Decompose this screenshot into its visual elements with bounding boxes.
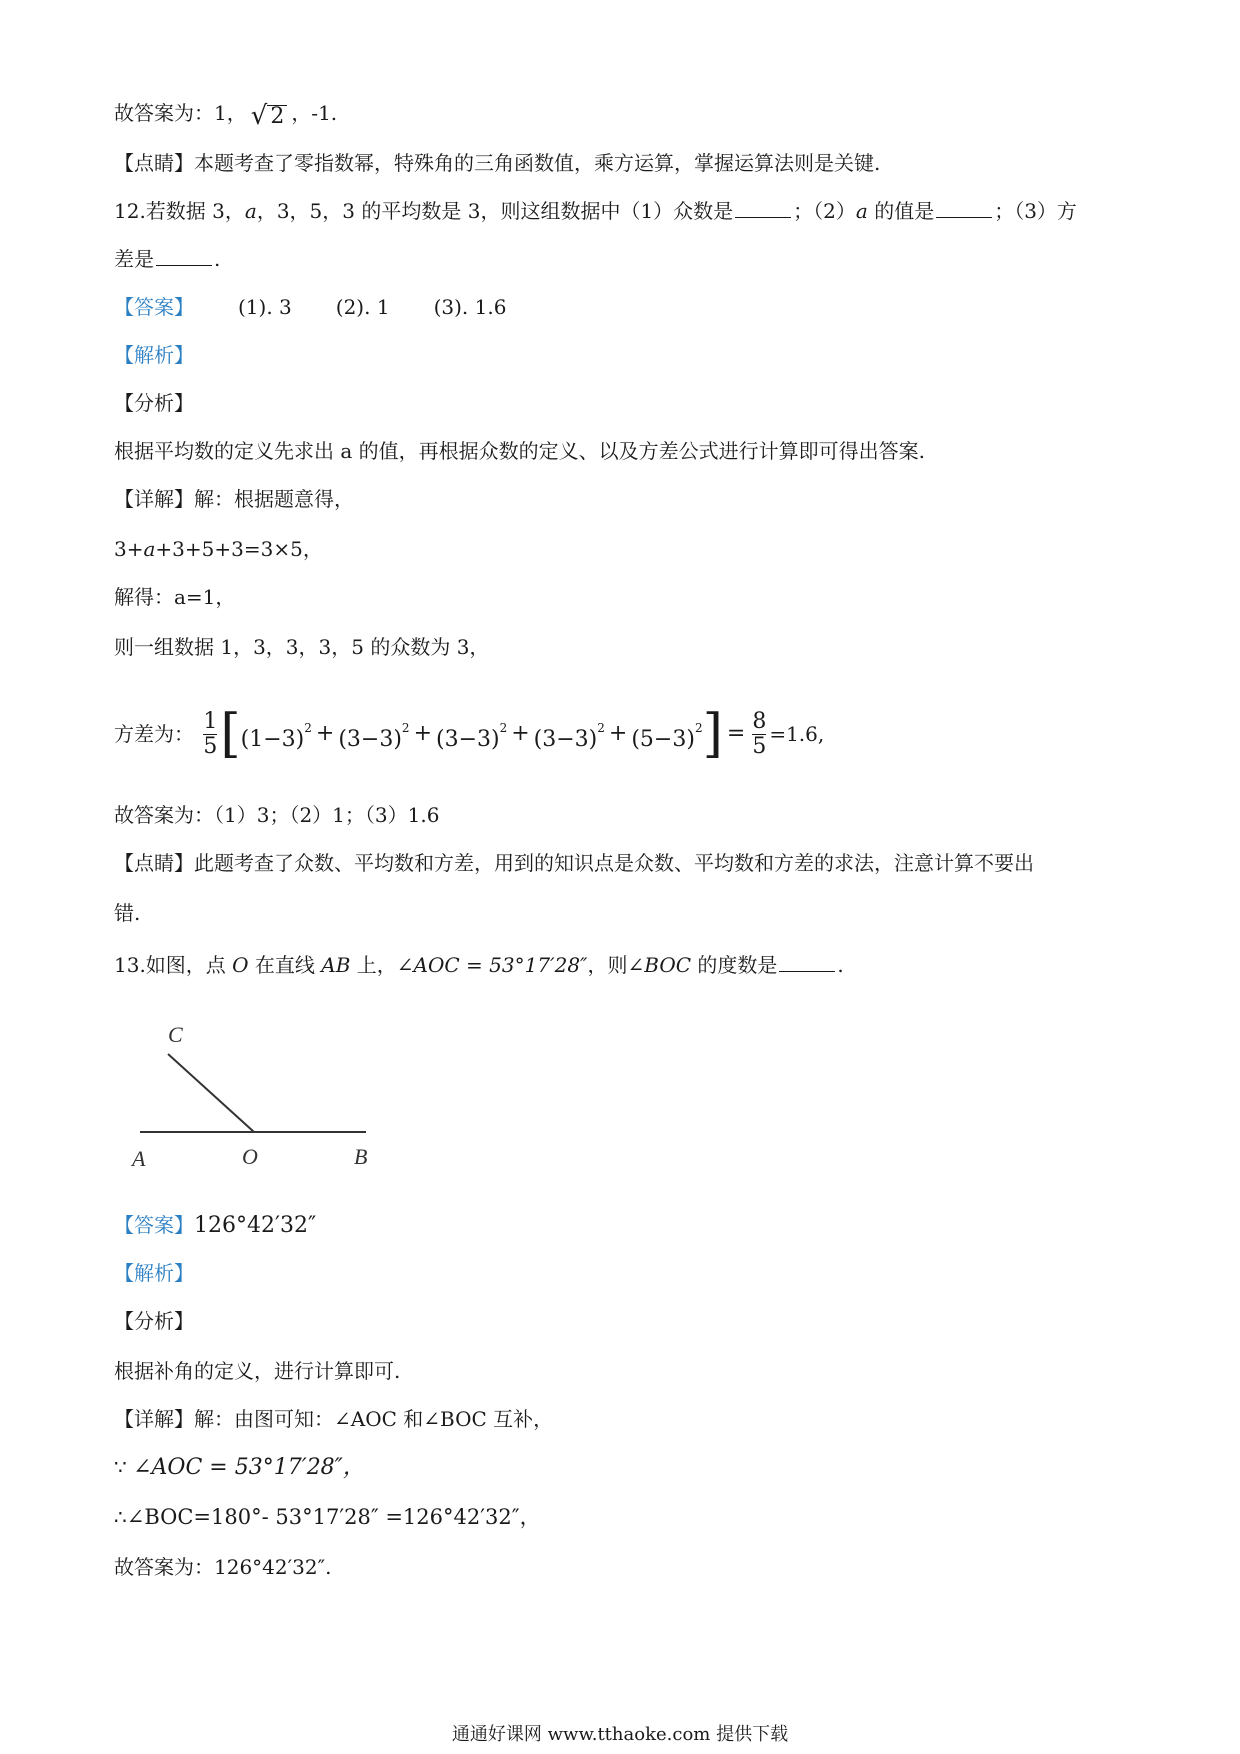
q12-stem-line1 — [114, 196, 1077, 226]
q13-stem-c: 上， — [350, 953, 397, 977]
q13-stem-d: ，则 — [587, 953, 628, 977]
power: 2 — [499, 721, 508, 735]
prev-answer-line — [114, 98, 338, 131]
because-symbol: ∵ — [114, 1455, 127, 1479]
term-2: (3−3) — [338, 727, 402, 752]
q13-parse-label: 【解析】 — [114, 1261, 194, 1285]
q13-because — [114, 1452, 365, 1483]
q12-answer-2: (2). 1 — [335, 295, 390, 319]
q12-detail: 【详解】解：根据题意得， — [114, 487, 354, 511]
q12-blank-2 — [936, 199, 992, 218]
q12-eq1-a: 3+ — [114, 537, 144, 561]
q12-var-a: a — [244, 199, 257, 223]
variance-term — [534, 692, 605, 776]
q12-analysis-label: 【分析】 — [114, 391, 194, 415]
term-4: (3−3) — [533, 727, 598, 752]
prev-answer-prefix: 故答案为：1， — [114, 101, 247, 125]
q13-stem-e: 的度数是 — [691, 953, 778, 977]
term-3: (3−3) — [436, 727, 500, 752]
sqrt-expression: √ 2 — [251, 104, 288, 128]
variance-term — [241, 692, 312, 776]
ray-oc — [168, 1054, 254, 1132]
q13-therefore-text: ∠BOC=180°- 53°17′28″ =126°42′32″， — [126, 1505, 541, 1529]
q12-stem-f: 差是 — [114, 247, 154, 271]
q13-stem-f: . — [837, 953, 844, 977]
q13-point-o: O — [232, 953, 249, 977]
q13-angle-boc: ∠BOC — [627, 953, 692, 977]
q13-stem-b: 在直线 — [248, 953, 322, 977]
label-a: A — [132, 1146, 146, 1171]
frac2-num: 8 — [752, 708, 767, 734]
q12-mode: 则一组数据 1，3，3，3，5 的众数为 3， — [114, 635, 490, 659]
prev-answer-suffix: ，-1. — [291, 101, 338, 125]
frac1-den: 5 — [203, 733, 218, 759]
q12-stem-c: ；（2） — [793, 199, 856, 223]
q13-detail: 【详解】解：由图可知：∠AOC 和∠BOC 互补， — [114, 1407, 554, 1431]
q12-blank-1 — [735, 199, 791, 218]
label-o: O — [242, 1144, 258, 1169]
fraction-one-fifth — [203, 710, 217, 759]
q13-answer-line — [114, 1210, 316, 1241]
q13-stem-a: 13.如图，点 — [114, 953, 233, 977]
therefore-symbol: ∴ — [114, 1505, 127, 1529]
power: 2 — [304, 721, 312, 735]
q12-answer-3: (3). 1.6 — [433, 295, 507, 319]
q13-final: 故答案为：126°42′32″. — [114, 1555, 332, 1579]
frac1-num: 1 — [203, 708, 218, 734]
q12-final: 故答案为：（1）3；（2）1；（3）1.6 — [114, 803, 440, 827]
q13-because-text: ∠AOC = 53°17′28″， — [133, 1455, 365, 1480]
q12-variance-formula: 方差为： $\frac{1}{5}$ $[(1-3)^2 + (3-3)^2 + (3-3)^2 + (3-3)^2 + (5-3)^2]$ = $\frac{8}{5}$ =1.6, — [114, 692, 824, 776]
q12-answer-line — [114, 292, 506, 322]
q13-analysis: 根据补角的定义，进行计算即可. — [114, 1359, 401, 1383]
power: 2 — [694, 721, 703, 735]
variance-term — [338, 692, 409, 776]
q12-comment-1: 【点睛】此题考查了众数、平均数和方差，用到的知识点是众数、平均数和方差的求法，注意计算不要出 — [114, 851, 1034, 875]
q12-equation-1 — [114, 534, 323, 564]
q12-analysis: 根据平均数的定义先求出 a 的值，再根据众数的定义、以及方差公式进行计算即可得出答案. — [114, 439, 925, 463]
variance-term — [436, 692, 507, 776]
variance-result: =1.6, — [769, 722, 825, 746]
q12-answer-1: (1). 3 — [238, 295, 292, 319]
q12-var-a2: a — [855, 199, 868, 223]
q12-stem-a: 12.若数据 3， — [114, 199, 245, 223]
q13-analysis-label: 【分析】 — [114, 1309, 194, 1333]
q13-angle-aoc: ∠AOC = 53°17′28″ — [396, 953, 588, 977]
variance-term — [631, 692, 702, 776]
q13-answer-label: 【答案】 — [114, 1213, 194, 1237]
term-1: (1−3) — [240, 727, 305, 752]
q12-comment-2: 错. — [114, 901, 141, 925]
angle-figure — [130, 1018, 390, 1178]
q12-stem-e: ；（3）方 — [994, 199, 1077, 223]
power: 2 — [401, 721, 410, 735]
prev-comment: 【点睛】本题考查了零指数幂，特殊角的三角函数值，乘方运算，掌握运算法则是关键. — [114, 151, 881, 175]
q12-blank-3 — [156, 247, 212, 266]
label-c: C — [168, 1022, 183, 1047]
q13-therefore — [114, 1502, 541, 1532]
q12-stem-g: . — [214, 247, 221, 271]
sqrt-radicand: 2 — [267, 105, 287, 128]
q12-stem-d: 的值是 — [867, 199, 935, 223]
q13-stem — [114, 950, 844, 980]
q12-solve: 解得：a=1， — [114, 585, 236, 609]
q12-eq1-b: +3+5+3=3×5， — [155, 537, 323, 561]
q13-line-ab: AB — [321, 953, 351, 977]
q12-eq1-var: a — [143, 537, 156, 561]
q12-stem-b: ，3，5，3 的平均数是 3，则这组数据中（1）众数是 — [256, 199, 734, 223]
term-5: (5−3) — [631, 727, 695, 752]
q12-answer-label: 【答案】 — [114, 295, 194, 319]
label-b: B — [354, 1144, 368, 1169]
right-bracket: ] — [702, 704, 723, 764]
page-footer: 通通好课网 www.tthaoke.com 提供下载 — [451, 1724, 789, 1745]
power: 2 — [597, 721, 605, 735]
frac2-den: 5 — [752, 733, 767, 759]
q13-answer: 126°42′32″ — [194, 1213, 317, 1238]
q12-stem-line2 — [114, 244, 220, 274]
fraction-eight-fifths — [752, 710, 766, 759]
left-bracket: [ — [220, 704, 241, 764]
q12-parse-label: 【解析】 — [114, 343, 194, 367]
q13-blank — [779, 953, 835, 972]
variance-label: 方差为： — [114, 722, 194, 746]
